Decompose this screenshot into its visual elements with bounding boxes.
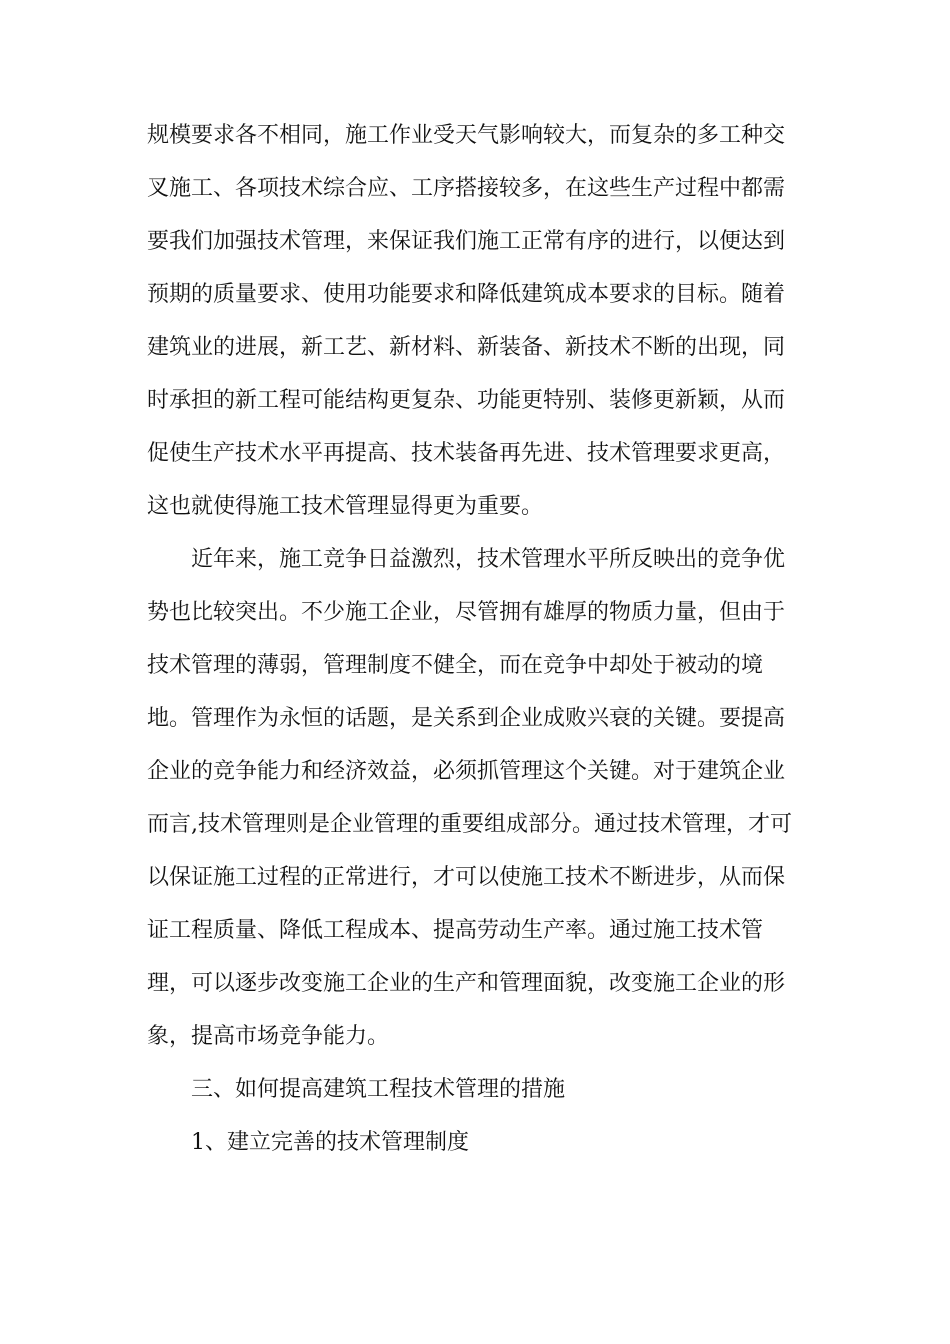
- text-line: 促使生产技术水平再提高、技术装备再先进、技术管理要求更高，: [147, 441, 786, 466]
- section-heading: 三、如何提高建筑工程技术管理的措施: [191, 1077, 566, 1102]
- text-line: 以保证施工过程的正常进行，才可以使施工技术不断进步，从而保: [147, 865, 786, 890]
- text-line: 象，提高市场竞争能力。: [147, 1024, 390, 1049]
- subsection-heading: 1、建立完善的技术管理制度: [191, 1130, 469, 1155]
- text-line: 近年来，施工竞争日益激烈，技术管理水平所反映出的竞争优: [191, 547, 786, 572]
- text-line: 预期的质量要求、使用功能要求和降低建筑成本要求的目标。随着: [147, 282, 786, 307]
- text-line: 这也就使得施工技术管理显得更为重要。: [147, 494, 544, 519]
- text-line: 要我们加强技术管理，来保证我们施工正常有序的进行，以便达到: [147, 229, 786, 254]
- text-line: 规模要求各不相同，施工作业受天气影响较大，而复杂的多工种交: [147, 123, 786, 148]
- text-line: 建筑业的进展，新工艺、新材料、新装备、新技术不断的出现，同: [147, 335, 786, 360]
- text-line: 企业的竞争能力和经济效益，必须抓管理这个关键。对于建筑企业: [147, 759, 786, 784]
- text-line: 技术管理的薄弱，管理制度不健全，而在竞争中却处于被动的境: [147, 653, 764, 678]
- text-line: 而言,技术管理则是企业管理的重要组成部分。通过技术管理，才可: [147, 812, 792, 837]
- text-line: 证工程质量、降低工程成本、提高劳动生产率。通过施工技术管: [147, 918, 764, 943]
- text-line: 势也比较突出。不少施工企业，尽管拥有雄厚的物质力量，但由于: [147, 600, 786, 625]
- text-line: 时承担的新工程可能结构更复杂、功能更特别、装修更新颖，从而: [147, 388, 786, 413]
- text-line: 地。管理作为永恒的话题，是关系到企业成败兴衰的关键。要提高: [147, 706, 786, 731]
- text-line: 叉施工、各项技术综合应、工序搭接较多，在这些生产过程中都需: [147, 176, 786, 201]
- text-line: 理，可以逐步改变施工企业的生产和管理面貌，改变施工企业的形: [147, 971, 786, 996]
